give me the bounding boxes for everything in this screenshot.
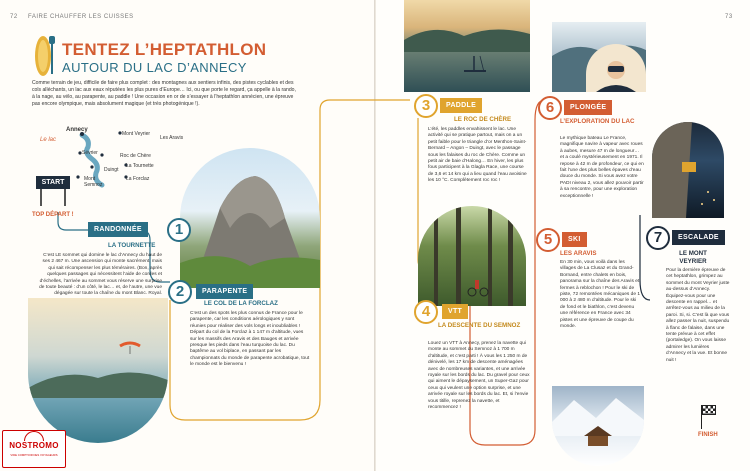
logo-tagline: VIDE COMPTOIR DES VOYAGEURS: [10, 453, 58, 457]
map-place-aravis: Les Aravis: [160, 135, 184, 141]
stage-2-tab: PARAPENTE: [196, 284, 253, 299]
stage-4-badge: 4: [414, 300, 438, 324]
start-sign: START: [36, 176, 70, 189]
stage-2-subtitle: LE COL DE LA FORCLAZ: [204, 300, 278, 307]
stage-2-badge: 2: [168, 280, 192, 304]
stage-6-tab: PLONGÉE: [564, 100, 612, 115]
map-place-tournette: La Tournette: [126, 163, 154, 169]
map-place-roc-de-chere: Roc de Chère: [120, 153, 151, 159]
stage-3-subtitle: LE ROC DE CHÈRE: [454, 116, 512, 123]
tournette-photo: [180, 148, 320, 288]
page-number-left: 72: [10, 14, 18, 20]
map-place-duingt: Duingt: [104, 167, 119, 173]
stage-1-subtitle: LA TOURNETTE: [108, 242, 156, 249]
paraglider-photo: [28, 298, 168, 443]
map-place-semnoz: Mont Semnoz: [84, 176, 103, 188]
start-post-left: [40, 189, 42, 206]
start-post-right: [64, 189, 66, 206]
map-place-forclaz: La Forclaz: [126, 176, 150, 182]
book-spine: [374, 0, 376, 471]
map-place-sevrier: Sévrier: [82, 150, 98, 156]
paddle-board-icon: [30, 34, 60, 78]
stage-2-text: C’est un des spots les plus connus de France pour le parapente, car les conditions aérologiques y sont réunies pour réaliser des vols longs et inoubliables ! Départ du col de la Forclaz à 1 147 m d’altitude, vues sur les massifs des Aravis et des Bauges et arrivée presque les pieds dans l’eau turquoise du lac. Du baptême au vol biplace, en passant par les championnats du monde de parapente acrobatique, tout le monde est le bienvenu !: [190, 311, 310, 368]
stage-3-tab: PADDLE: [440, 98, 482, 113]
stage-4-text: Louez un VTT à Annecy, prenez la navette qui monte au sommet du Semnoz à 1 700 m d’altitude, et c’est parti ! À vous les 1 250 m de dénivelé, les 17 km de descente aménagées avec de nombreuses variantes, et une arrivée royale sur les bords du lac. Du gravel pour ceux qui aiment le dépaysement, un Super-Gaz pour ceux qui veulent une option surprise, et une arrivée royale sur les bords du lac. Et, si l’envie vous titille, reprenez la navette, et recommencez !: [428, 341, 530, 411]
logo-name: NOSTROMO: [9, 441, 59, 450]
top-depart-label: TOP DÉPART !: [32, 212, 74, 218]
paddle-photo: [404, 0, 530, 92]
stage-6-badge: 6: [538, 96, 562, 120]
stage-7-text: Pour la dernière épreuve de cet heptathlon, grimpez au sommet du mont Veyrier juste au-dessus d’Annecy. Équipez-vous pour une descente en rappel… et arrêtez-vous au milieu de la paroi. Si, si. C’est là que vous allez passer la nuit, suspendu à flanc de falaise, dans une tente prévue à cet effet (portaledge). On vous laisse admirer les lumières d’Annecy et la vue. Et bonne nuit !: [666, 268, 730, 363]
page-number-right: 73: [725, 14, 733, 20]
stage-7-subtitle: LE MONT VEYRIER: [679, 250, 707, 265]
stage-6-text: Le mythique bateau Le France, magnifique navire à vapeur avec roues à aubes, mesure 47 m de longueur… et a coulé mystérieusement en 1971. Il repose à 42 m de profondeur, ce qui en fait l’une des plus belles épaves d’eau douce du monde. Si vous avez votre PADI niveau 2, vous allez pouvoir partir à sa rencontre, pour une exploration exceptionnelle !: [560, 136, 644, 199]
intro-text: Comme terrain de jeu, difficile de faire plus complet : des montagnes aux sentiers infinis, des pistes cyclables et des cols alléchants, un lac aux eaux réputées les plus pures d’Europe… Ici, ou que porte le regard, ça appelle à la rando, à la nage, au vélo, au parapente, au paddle ! Une occasion en or de s’essayer à l’heptathlon annécien, une épreuve pas encore olympique, mais absolument magique (et très photogénique !).: [32, 80, 296, 107]
stage-5-badge: 5: [536, 228, 560, 252]
stage-1-text: C’est LE sommet qui domine le lac d’Annecy du haut de ses 2 467 m. Une ascension qui monte sacrément, mais qui sait récompenser les plus téméraires. (Bon, après quelques passages qui nécessitent l’aide de cordes et d’échelles, l’arrivée au sommet vous réserve une surprise de toute beauté : d’un côté, le lac… et, de l’autre, une vue dégagée sur toute la chaîne du mont Blanc. Royal.: [39, 253, 162, 297]
finish-flag-icon: [702, 405, 716, 415]
climbing-photo: [652, 122, 724, 218]
stage-7-tab: ESCALADE: [672, 230, 725, 245]
page-subtitle: AUTOUR DU LAC D’ANNECY: [62, 60, 247, 75]
map-place-annecy: Annecy: [66, 127, 88, 133]
map-place-mont-veyrier: Mont Veyrier: [122, 131, 151, 137]
vtt-photo: [418, 206, 526, 306]
stage-5-subtitle: LES ARAVIS: [560, 250, 597, 257]
finish-label: FINISH: [698, 432, 718, 438]
stage-1-tab: RANDONNÉE: [88, 222, 148, 237]
stage-4-tab: VTT: [442, 304, 468, 319]
running-head: FAIRE CHAUFFER LES CUISSES: [28, 14, 134, 20]
map-lac-label: Le lac: [40, 137, 57, 143]
stage-3-badge: 3: [414, 94, 438, 118]
page-title: TENTEZ L’HEPTATHLON: [62, 40, 267, 59]
stage-4-subtitle: LA DESCENTE DU SEMNOZ: [438, 322, 521, 329]
stage-1-badge: 1: [167, 218, 191, 242]
stage-7-badge: 7: [646, 226, 670, 250]
stage-5-tab: SKI: [562, 232, 587, 247]
stage-5-text: En 30 min, vous voilà dans les villages de La Clusaz et du Grand-Bornand, entre chalets en bois, panorama sur la chaîne des Aravis et fermes à reblochon ! Pour le ski de piste, 72 remontées mécaniques de 1 000 à 2 480 m d’altitude. Pour le ski de fond et le biathlon, c’est devenu une référence en France avec 34 pistes et une épreuve de coupe du monde.: [560, 260, 640, 330]
stage-6-subtitle: L’EXPLORATION DU LAC: [560, 118, 635, 125]
stage-3-text: L’été, les paddles envahissent le lac. Une activité qui se pratique partout, mais on a un petit faible pour le triangle d’or Menthon-Saint-Bernard – Angon – Duingt, avec le passage sous les falaises du roc de Chère. Comme un petit air de baie d’Halong… En hiver, les plus fous participent à la Glagla Race, une course de 3,6 et 14 km qui a lieu quand l’eau avoisine les 10 °C. Complètement roc roc !: [428, 127, 527, 184]
